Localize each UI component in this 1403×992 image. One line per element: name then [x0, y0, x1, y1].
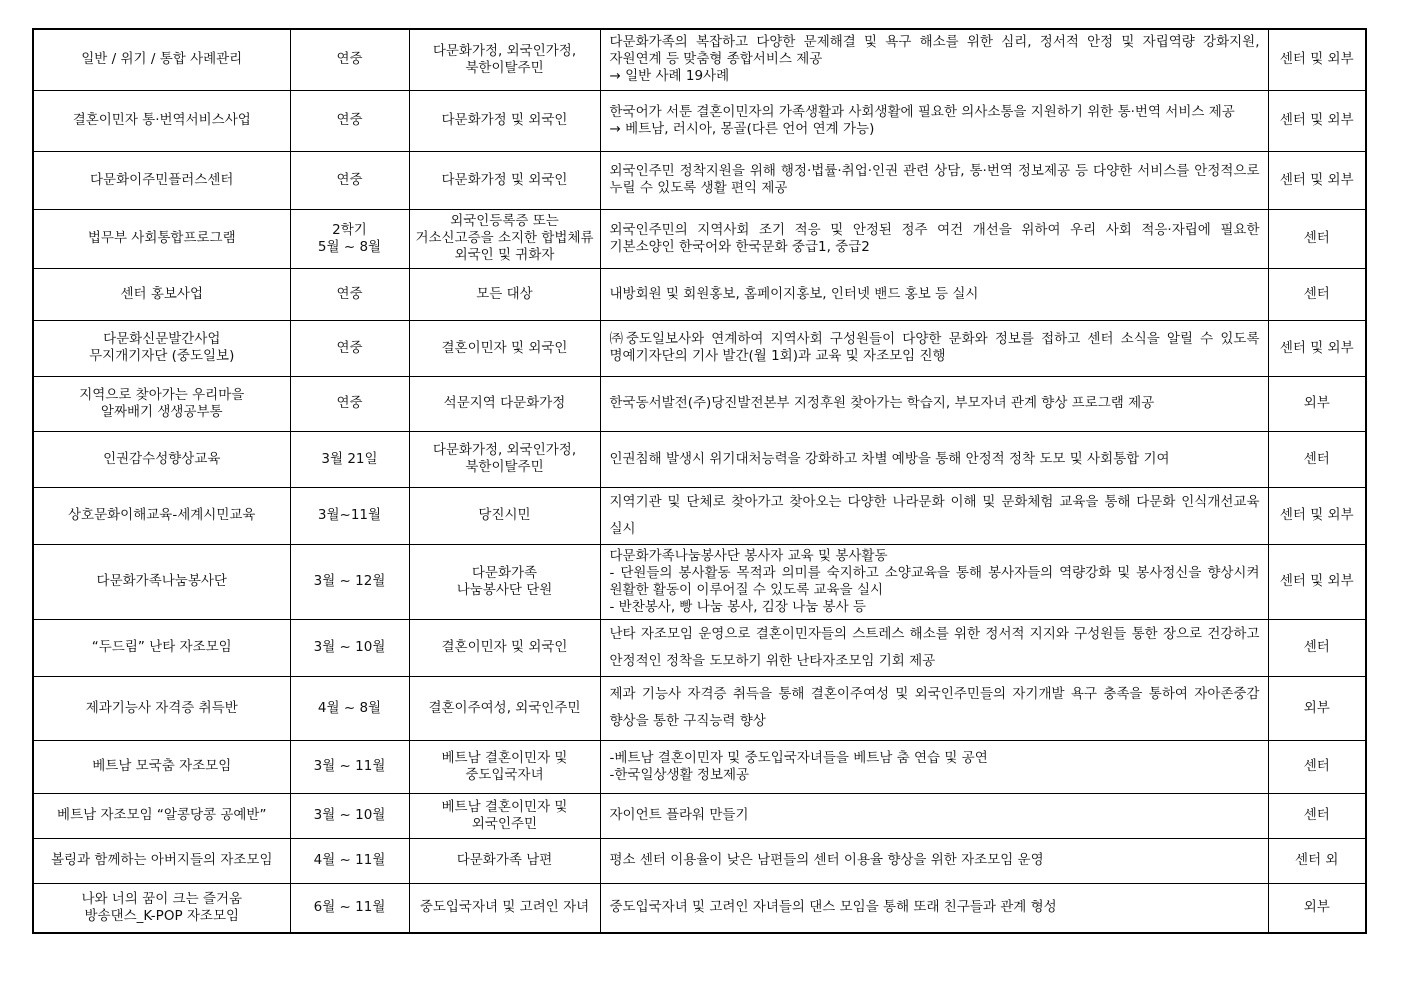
location-cell: 센터 및 외부 [1268, 90, 1366, 151]
description-line: 난타 자조모임 운영으로 결혼이민자들의 스트레스 해소를 위한 정서적 지지와 구성원들 통한 장으로 건강하고 안정적인 정착을 도모하기 위한 난타자조모임 기회 제공 [609, 625, 1260, 669]
program-name-line: 방송댄스_K-POP 자조모임 [84, 907, 240, 924]
description-line: 한국어가 서툰 결혼이민자의 가족생활과 사회생활에 필요한 의사소통을 지원하기 위한 통·번역 서비스 제공 [609, 103, 1235, 120]
description-line: -한국일상생활 정보제공 [609, 766, 750, 783]
description-cell [600, 838, 1268, 883]
table-row [33, 544, 1366, 619]
table-row [33, 209, 1366, 268]
target-line: 다문화가족 [471, 564, 538, 581]
program-name-cell: 제과기능사 자격증 취득반 [33, 676, 290, 740]
program-name-cell: 볼링과 함께하는 아버지들의 자조모임 [33, 838, 290, 883]
table-row [33, 151, 1366, 209]
target-cell: 베트남 결혼이민자 및 중도입국자녀 [409, 740, 600, 793]
description-line: → 일반 사례 19사례 [609, 68, 730, 85]
target-cell [409, 544, 600, 619]
period-cell: 3월 ~ 11월 [290, 740, 409, 793]
description-line: 외국인주민의 지역사회 조기 적응 및 안정된 정주 여건 개선을 위하여 우리 사회 적응·자립에 필요한 기본소양인 한국어와 한국문화 중급1, 중급2 [609, 221, 1260, 255]
table-row [33, 838, 1366, 883]
target-cell: 다문화가정 및 외국인 [409, 90, 600, 151]
program-name-cell [33, 376, 290, 431]
period-cell: 연중 [290, 376, 409, 431]
period-cell [290, 209, 409, 268]
period-cell: 4월 ~ 8월 [290, 676, 409, 740]
table-row [33, 376, 1366, 431]
program-name-cell: 다문화가족나눔봉사단 [33, 544, 290, 619]
target-cell: 베트남 결혼이민자 및 외국인주민 [409, 793, 600, 838]
location-cell: 센터 및 외부 [1268, 544, 1366, 619]
table-row [33, 740, 1366, 793]
program-name-cell: 인권감수성향상교육 [33, 431, 290, 487]
target-cell: 모든 대상 [409, 268, 600, 320]
description-cell [600, 29, 1268, 90]
description-line: ㈜중도일보사와 연계하여 지역사회 구성원들이 다양한 문화와 정보를 접하고 센터 소식을 알릴 수 있도록 명예기자단의 기사 발간(월 1회)과 교육 및 자조모임 진행 [609, 331, 1260, 364]
target-cell: 결혼이주여성, 외국인주민 [409, 676, 600, 740]
description-line: 인권침해 발생시 위기대처능력을 강화하고 차별 예방을 통해 안정적 정착 도모 및 사회통합 기여 [609, 450, 1170, 467]
description-line: 제과 기능사 자격증 취득을 통해 결혼이주여성 및 외국인주민들의 자기개발 욕구 충족을 통하여 자아존중감 향상을 통한 구직능력 향상 [609, 686, 1260, 729]
description-line: 외국인주민 정착지원을 위해 행정·법률·취업·인권 관련 상담, 통·번역 정보제공 등 다양한 서비스를 안정적으로 누릴 수 있도록 생활 편익 제공 [609, 163, 1260, 196]
description-line: 자이언트 플라워 만들기 [609, 807, 749, 823]
table-row [33, 268, 1366, 320]
period-cell: 3월 21일 [290, 431, 409, 487]
description-cell [600, 209, 1268, 268]
table-row [33, 676, 1366, 740]
description-cell [600, 431, 1268, 487]
program-name-line: 다문화신문발간사업 [103, 331, 221, 347]
description-line: 다문화가족나눔봉사단 봉사자 교육 및 봉사활동 [609, 547, 888, 564]
period-cell: 3월~11월 [290, 487, 409, 544]
description-cell [600, 151, 1268, 209]
target-cell: 석문지역 다문화가정 [409, 376, 600, 431]
program-name-cell: 베트남 모국춤 자조모임 [33, 740, 290, 793]
location-cell: 센터 [1268, 268, 1366, 320]
program-name-cell: 베트남 자조모임 “알콩당콩 공예반” [33, 793, 290, 838]
description-cell [600, 90, 1268, 151]
target-cell: 다문화가정, 외국인가정, 북한이탈주민 [409, 29, 600, 90]
program-name-cell: 결혼이민자 통·번역서비스사업 [33, 90, 290, 151]
description-line: - 단원들의 봉사활동 목적과 의미를 숙지하고 소양교육을 통해 봉사자들의 역량강화 및 봉사정신을 향상시켜 원활한 활동이 이루어질 수 있도록 교육을 실시 [609, 564, 1260, 598]
table-row [33, 320, 1366, 376]
program-table-body [33, 29, 1366, 933]
description-line: -베트남 결혼이민자 및 중도입국자녀들을 베트남 춤 연습 및 공연 [609, 749, 988, 766]
table-row [33, 29, 1366, 90]
location-cell: 센터 및 외부 [1268, 487, 1366, 544]
description-cell [600, 376, 1268, 431]
location-cell: 센터 [1268, 793, 1366, 838]
program-name-cell: “두드림” 난타 자조모임 [33, 619, 290, 676]
period-cell: 연중 [290, 151, 409, 209]
description-cell [600, 793, 1268, 838]
table-row [33, 883, 1366, 933]
program-name-line: 알짜배기 생생공부통 [100, 403, 223, 420]
program-name-line: 무지개기자단 (중도일보) [89, 348, 235, 364]
description-line: → 베트남, 러시아, 몽골(다른 언어 연계 가능) [609, 120, 875, 137]
period-cell: 3월 ~ 10월 [290, 793, 409, 838]
program-table [32, 28, 1367, 934]
target-cell: 중도입국자녀 및 고려인 자녀 [409, 883, 600, 933]
program-name-cell: 상호문화이해교육-세계시민교육 [33, 487, 290, 544]
period-line: 2학기 [332, 221, 367, 238]
target-cell: 결혼이민자 및 외국인 [409, 619, 600, 676]
program-name-cell: 다문화이주민플러스센터 [33, 151, 290, 209]
description-line: 평소 센터 이용율이 낮은 남편들의 센터 이용율 향상을 위한 자조모임 운영 [609, 852, 1044, 868]
program-name-line: 지역으로 찾아가는 우리마을 [79, 386, 245, 403]
table-row [33, 431, 1366, 487]
description-line: 한국동서발전(주)당진발전본부 지정후원 찾아가는 학습지, 부모자녀 관계 향상 프로그램 제공 [609, 395, 1155, 411]
description-line: 중도입국자녀 및 고려인 자녀들의 댄스 모임을 통해 또래 친구들과 관계 형성 [609, 899, 1057, 916]
period-cell: 3월 ~ 12월 [290, 544, 409, 619]
target-cell: 다문화가정, 외국인가정, 북한이탈주민 [409, 431, 600, 487]
location-cell: 센터 및 외부 [1268, 151, 1366, 209]
period-cell: 3월 ~ 10월 [290, 619, 409, 676]
description-line: - 반찬봉사, 빵 나눔 봉사, 김장 나눔 봉사 등 [609, 598, 866, 615]
target-cell: 외국인등록증 또는 거소신고증을 소지한 합법체류 외국인 및 귀화자 [409, 209, 600, 268]
program-name-cell [33, 320, 290, 376]
table-row [33, 90, 1366, 151]
description-cell [600, 268, 1268, 320]
location-cell: 센터 [1268, 619, 1366, 676]
description-cell [600, 740, 1268, 793]
target-line: 나눔봉사단 단원 [456, 581, 553, 598]
program-name-line: 나와 너의 꿈이 크는 즐거움 [81, 890, 243, 907]
location-cell: 센터 [1268, 740, 1366, 793]
period-cell: 연중 [290, 29, 409, 90]
target-cell: 당진시민 [409, 487, 600, 544]
description-line: 내방회원 및 회원홍보, 홈페이지홍보, 인터넷 밴드 홍보 등 실시 [609, 285, 979, 302]
period-cell: 연중 [290, 320, 409, 376]
program-name-cell: 일반 / 위기 / 통합 사례관리 [33, 29, 290, 90]
table-row [33, 487, 1366, 544]
description-cell [600, 676, 1268, 740]
location-cell: 센터 [1268, 209, 1366, 268]
description-line: 지역기관 및 단체로 찾아가고 찾아오는 다양한 나라문화 이해 및 문화체험 교육을 통해 다문화 인식개선교육 실시 [609, 493, 1260, 537]
location-cell: 외부 [1268, 376, 1366, 431]
table-row [33, 619, 1366, 676]
program-name-cell: 센터 홍보사업 [33, 268, 290, 320]
description-cell [600, 883, 1268, 933]
location-cell: 외부 [1268, 883, 1366, 933]
table-row [33, 793, 1366, 838]
location-cell: 센터 및 외부 [1268, 29, 1366, 90]
period-cell: 연중 [290, 90, 409, 151]
description-cell [600, 619, 1268, 676]
program-name-cell: 법무부 사회통합프로그램 [33, 209, 290, 268]
description-cell [600, 320, 1268, 376]
program-name-cell [33, 883, 290, 933]
period-cell: 4월 ~ 11월 [290, 838, 409, 883]
location-cell: 센터 및 외부 [1268, 320, 1366, 376]
description-cell [600, 487, 1268, 544]
period-cell: 연중 [290, 268, 409, 320]
description-cell [600, 544, 1268, 619]
location-cell: 외부 [1268, 676, 1366, 740]
target-cell: 다문화가정 및 외국인 [409, 151, 600, 209]
period-cell: 6월 ~ 11월 [290, 883, 409, 933]
location-cell: 센터 [1268, 431, 1366, 487]
target-cell: 다문화가족 남편 [409, 838, 600, 883]
description-line: 다문화가족의 복잡하고 다양한 문제해결 및 욕구 해소를 위한 심리, 정서적 안정 및 자립역량 강화지원, 자원연계 등 맞춤형 종합서비스 제공 [609, 34, 1260, 68]
location-cell: 센터 외 [1268, 838, 1366, 883]
target-cell: 결혼이민자 및 외국인 [409, 320, 600, 376]
period-line: 5월 ~ 8월 [317, 238, 382, 255]
